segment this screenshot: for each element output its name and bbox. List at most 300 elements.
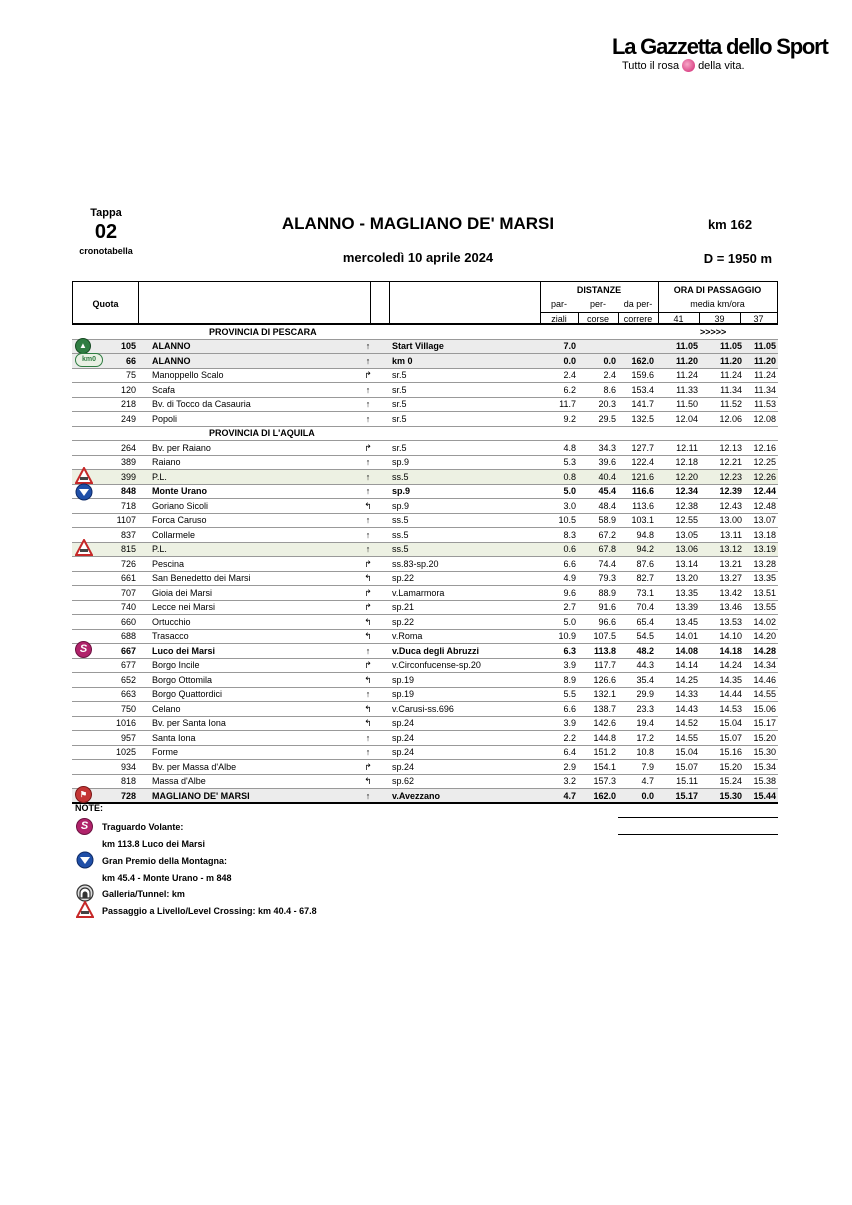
tagline-part-2: della vita.	[698, 59, 745, 72]
cell-loc: Borgo Incile	[152, 660, 200, 670]
cell-q: 399	[120, 471, 136, 482]
cell-road: sr.5	[392, 370, 407, 380]
notes-title: NOTE:	[75, 803, 103, 813]
cell-p: 3.9	[563, 718, 576, 728]
table-row	[72, 412, 778, 427]
cell-q: 707	[120, 587, 136, 598]
province-pescara: PROVINCIA DI PESCARA	[209, 326, 317, 337]
cell-p: 11.7	[559, 399, 576, 409]
cell-d: ↑	[365, 457, 371, 467]
table-row	[72, 528, 778, 543]
cell-pc: 79.3	[598, 573, 616, 583]
cell-d: ↑	[365, 384, 371, 395]
cell-t37: 13.18	[753, 529, 776, 540]
cell-t39: 12.21	[719, 457, 742, 467]
table-row	[72, 586, 778, 601]
cell-t39: 13.53	[719, 616, 742, 627]
cell-p: 2.9	[563, 761, 576, 772]
cell-t37: 13.19	[753, 544, 776, 554]
cell-pc: 88.9	[598, 587, 616, 598]
cell-p: 4.8	[563, 442, 576, 453]
cell-pc: 91.6	[598, 602, 616, 612]
cell-road: v.Circonfucense-sp.20	[392, 660, 481, 670]
cell-p: 3.2	[563, 776, 576, 786]
cell-pc: 154.1	[593, 761, 616, 772]
cell-q: 718	[120, 500, 136, 511]
cell-pc: 58.9	[598, 515, 616, 525]
tunnel-icon	[76, 884, 94, 902]
cell-loc: Bv. per Santa Iona	[152, 718, 226, 728]
cell-t39: 12.13	[719, 442, 742, 453]
cell-t41: 15.07	[675, 761, 698, 772]
cell-dp: 0.0	[641, 790, 654, 801]
cell-loc: Popoli	[152, 413, 178, 424]
cell-road: ss.5	[392, 471, 409, 482]
cell-pc: 74.4	[598, 558, 616, 569]
province-laquila: PROVINCIA DI L'AQUILA	[209, 428, 315, 438]
mountain-prize-icon	[75, 483, 93, 501]
cell-road: sp.24	[392, 747, 415, 757]
cell-road: sp.22	[392, 616, 415, 627]
cell-d: ↑	[365, 790, 371, 801]
cell-t39: 13.42	[719, 587, 742, 598]
cell-d: ↰	[364, 631, 372, 641]
cell-t41: 14.55	[675, 732, 698, 743]
cell-pc: 117.7	[594, 660, 616, 670]
cell-t37: 14.46	[753, 674, 776, 685]
cell-p: 6.2	[563, 384, 576, 395]
cell-t37: 13.07	[753, 515, 776, 525]
percorse-header-b: corse	[586, 314, 609, 324]
cell-pc: 151.2	[593, 747, 616, 757]
table-row	[72, 746, 778, 761]
cell-t37: 13.28	[753, 558, 776, 569]
cell-t37: 11.05	[753, 341, 776, 351]
cell-p: 9.6	[563, 587, 576, 598]
cell-pc: 113.8	[593, 645, 616, 656]
cell-dp: 94.8	[636, 529, 654, 540]
cell-dp: 127.7	[631, 442, 654, 453]
cell-t39: 13.21	[719, 558, 742, 569]
table-header	[72, 281, 778, 325]
cell-d: ↑	[365, 413, 371, 424]
cell-q: 249	[120, 413, 136, 424]
cell-road: sp.9	[392, 500, 410, 511]
cell-p: 5.0	[563, 616, 576, 627]
cell-t41: 11.20	[675, 355, 698, 366]
cell-dp: 65.4	[636, 616, 654, 627]
cell-loc: Santa Iona	[152, 732, 196, 743]
cell-q: 661	[120, 573, 136, 583]
cell-pc: 39.6	[598, 457, 616, 467]
table-row	[72, 441, 778, 456]
cell-road: sp.24	[392, 732, 415, 743]
cell-t41: 14.01	[675, 631, 698, 641]
cell-pc: 138.7	[593, 703, 616, 714]
cell-p: 5.3	[563, 457, 576, 467]
cell-p: 6.6	[563, 703, 576, 714]
cell-loc: Massa d'Albe	[152, 776, 206, 786]
cell-p: 8.9	[563, 674, 576, 685]
cell-t39: 13.12	[719, 544, 742, 554]
cell-pc: 2.4	[603, 370, 616, 380]
cell-p: 2.7	[563, 602, 576, 612]
cell-dp: 35.4	[636, 674, 654, 685]
cell-dp: 10.8	[636, 747, 654, 757]
cell-dp: 113.6	[632, 500, 654, 511]
cell-p: 2.2	[563, 732, 576, 743]
cell-q: 663	[120, 689, 136, 699]
cell-t41: 12.34	[675, 486, 698, 496]
cell-q: 660	[120, 616, 136, 627]
signature-line	[618, 834, 778, 835]
cell-dp: 121.6	[631, 471, 654, 482]
cell-d: ↑	[365, 544, 371, 554]
cell-loc: Manoppello Scalo	[152, 370, 224, 380]
table-row	[72, 543, 778, 558]
cell-t41: 13.06	[675, 544, 698, 554]
cell-t37: 14.28	[753, 645, 776, 656]
cell-pc: 142.6	[593, 718, 616, 728]
cell-p: 10.5	[558, 515, 576, 525]
cell-p: 9.2	[563, 413, 576, 424]
cell-dp: 153.4	[631, 384, 654, 395]
cell-pc: 67.8	[598, 544, 616, 554]
cell-q: 837	[120, 529, 136, 540]
cell-t37: 14.55	[753, 689, 776, 699]
cell-pc: 96.6	[598, 616, 616, 627]
cell-d: ↱	[364, 587, 372, 598]
table-row	[72, 499, 778, 514]
cell-t37: 11.20	[753, 355, 776, 366]
cell-t37: 14.34	[753, 660, 776, 670]
cell-p: 0.0	[563, 355, 576, 366]
cell-t41: 14.08	[675, 645, 698, 656]
cell-t41: 12.55	[675, 515, 698, 525]
table-row	[72, 485, 778, 500]
logo-tagline	[622, 59, 772, 72]
table-row	[72, 789, 778, 804]
note-crossing: Passaggio a Livello/Level Crossing: km 40.4 - 67.8	[102, 906, 317, 916]
cell-loc: P.L.	[152, 544, 167, 554]
cell-t37: 11.34	[754, 384, 776, 395]
cell-q: 218	[120, 399, 136, 409]
cell-q: 740	[120, 602, 136, 612]
cell-t39: 13.27	[719, 573, 742, 583]
cell-p: 5.5	[563, 689, 576, 699]
cell-d: ↰	[364, 674, 372, 685]
cell-dp: 82.7	[636, 573, 654, 583]
cell-t39: 15.04	[719, 718, 742, 728]
cell-p: 5.0	[563, 486, 576, 496]
cell-t37: 15.38	[753, 776, 776, 786]
cell-dp: 162.0	[631, 355, 654, 366]
stage-distance: km 162	[707, 217, 753, 232]
speed-41-header: 41	[673, 314, 684, 324]
cell-loc: Bv. per Raiano	[152, 442, 211, 453]
cell-dp: 103.1	[631, 515, 654, 525]
cell-loc: Celano	[152, 703, 181, 714]
cell-road: v.Avezzano	[392, 790, 441, 801]
cell-t37: 12.25	[753, 457, 776, 467]
cell-p: 7.0	[563, 341, 576, 351]
cell-t41: 13.45	[675, 616, 698, 627]
table-row	[72, 456, 778, 471]
cell-t41: 12.04	[675, 413, 698, 424]
tagline-part-1: Tutto il rosa	[622, 59, 680, 72]
cell-q: 848	[120, 486, 136, 496]
cell-d: ↑	[365, 645, 371, 656]
cell-q: 726	[120, 558, 136, 569]
cell-t41: 15.04	[675, 747, 698, 757]
cell-t37: 15.44	[753, 790, 776, 801]
cell-p: 3.0	[563, 500, 576, 511]
cell-q: 957	[120, 732, 136, 743]
cell-t39: 14.10	[719, 631, 742, 641]
cell-t37: 13.51	[753, 587, 776, 598]
cell-pc: 20.3	[598, 399, 616, 409]
cell-t37: 12.48	[753, 500, 776, 511]
cell-t41: 13.35	[675, 587, 698, 598]
rosa-ball-icon	[682, 59, 695, 72]
cell-road: v.Carusi-ss.696	[392, 703, 454, 714]
cell-d: ↱	[364, 660, 372, 670]
cell-loc: P.L.	[152, 471, 167, 482]
parziali-header-b: ziali	[551, 314, 567, 324]
cell-road: ss.83-sp.20	[392, 558, 439, 569]
cell-t41: 13.39	[675, 602, 698, 612]
cell-p: 4.7	[563, 790, 576, 801]
cell-road: v.Duca degli Abruzzi	[392, 645, 480, 656]
cell-d: ↑	[365, 341, 371, 351]
cell-dp: 159.6	[631, 370, 654, 380]
cell-q: 688	[120, 631, 136, 641]
cell-pc: 45.4	[598, 486, 616, 496]
cell-q: 1016	[115, 718, 136, 728]
table-row	[72, 514, 778, 529]
cell-q: 264	[120, 442, 136, 453]
level-crossing-icon	[76, 901, 94, 918]
cell-t39: 14.44	[719, 689, 742, 699]
cell-road: sr.5	[392, 399, 407, 409]
cell-t39: 11.52	[720, 399, 742, 409]
table-row	[72, 717, 778, 732]
cell-loc: Forme	[152, 747, 179, 757]
table-row	[72, 383, 778, 398]
cell-loc: MAGLIANO DE' MARSI	[152, 790, 250, 801]
cell-t39: 15.16	[719, 747, 742, 757]
cell-t39: 11.34	[720, 384, 742, 395]
cell-t37: 12.16	[753, 442, 776, 453]
cell-t41: 12.20	[675, 471, 698, 482]
cell-dp: 48.2	[636, 645, 654, 656]
speed-39-header: 39	[714, 314, 725, 324]
cell-road: v.Lamarmora	[392, 587, 445, 598]
cell-road: v.Roma	[392, 631, 423, 641]
cell-road: ss.5	[392, 529, 409, 540]
cell-t37: 11.24	[754, 370, 776, 380]
cell-d: ↱	[364, 558, 372, 569]
table-row	[72, 470, 778, 485]
cell-d: ↱	[364, 602, 372, 612]
cell-loc: Luco dei Marsi	[152, 645, 216, 656]
finish-icon: ⚑	[75, 786, 92, 803]
cell-p: 6.3	[563, 645, 576, 656]
cell-loc: Goriano Sicoli	[152, 500, 209, 511]
cell-q: 934	[120, 761, 136, 772]
cell-loc: Ortucchio	[152, 616, 191, 627]
cell-d: ↰	[364, 573, 372, 583]
cell-dp: 132.5	[631, 413, 654, 424]
cell-d: ↰	[364, 776, 372, 786]
table-row	[72, 572, 778, 587]
cell-dp: 44.3	[636, 660, 654, 670]
cell-q: 815	[120, 544, 136, 554]
cell-loc: Monte Urano	[152, 486, 207, 496]
cell-t37: 15.34	[753, 761, 776, 772]
cell-p: 6.6	[563, 558, 576, 569]
cell-t39: 12.43	[719, 500, 742, 511]
cell-t37: 15.20	[753, 732, 776, 743]
cell-t39: 15.24	[719, 776, 742, 786]
quota-header: Quota	[92, 299, 119, 309]
ora-header: ORA DI PASSAGGIO	[673, 285, 762, 295]
media-header: media km/ora	[690, 299, 745, 309]
cell-pc: 162.0	[593, 790, 616, 801]
cell-d: ↰	[364, 500, 372, 511]
cell-t37: 12.26	[753, 471, 776, 482]
distanze-header: DISTANZE	[576, 285, 622, 295]
logo-wordmark: La Gazzetta dello Sport	[612, 34, 828, 59]
cell-p: 6.4	[563, 747, 576, 757]
cell-t41: 11.50	[676, 399, 698, 409]
cell-d: ↑	[365, 471, 371, 482]
cell-pc: 126.6	[593, 674, 616, 685]
table-row	[72, 659, 778, 674]
table-row	[72, 673, 778, 688]
note-gpm-detail: km 45.4 - Monte Urano - m 848	[102, 873, 232, 883]
cell-t41: 15.11	[676, 776, 698, 786]
cell-p: 2.4	[563, 370, 576, 380]
cell-t41: 11.05	[675, 341, 698, 351]
note-sprint-detail: km 113.8 Luco dei Marsi	[102, 839, 206, 849]
cell-t39: 13.00	[719, 515, 742, 525]
cell-t41: 13.05	[675, 529, 698, 540]
cell-q: 667	[120, 645, 136, 656]
cell-loc: Gioia dei Marsi	[152, 587, 213, 598]
cell-t39: 11.20	[719, 355, 742, 366]
cell-p: 0.8	[563, 471, 576, 482]
cell-q: 677	[120, 660, 136, 670]
cell-t39: 14.18	[719, 645, 742, 656]
cell-t37: 15.30	[753, 747, 776, 757]
table-row	[72, 398, 778, 413]
cell-d: ↑	[365, 529, 371, 540]
cell-p: 10.9	[558, 631, 576, 641]
cell-q: 818	[120, 776, 136, 786]
cell-q: 750	[120, 703, 136, 714]
intermediate-sprint-icon: S	[76, 818, 93, 835]
cell-dp: 141.7	[631, 399, 654, 409]
cell-road: sr.5	[392, 384, 407, 395]
cell-t39: 15.30	[719, 790, 742, 801]
cell-t39: 14.24	[719, 660, 742, 670]
cell-dp: 7.9	[641, 761, 654, 772]
level-crossing-icon	[75, 467, 93, 484]
cell-loc: Raiano	[152, 457, 181, 467]
cell-road: sr.5	[392, 413, 407, 424]
cell-road: ss.5	[392, 544, 409, 554]
cell-t41: 13.20	[675, 573, 698, 583]
percorse-header-a: per-	[589, 299, 606, 309]
cell-q: 1025	[115, 747, 136, 757]
cell-loc: Bv. di Tocco da Casauria	[152, 399, 251, 409]
cell-d: ↰	[364, 718, 372, 728]
dapercorrere-header-a: da per-	[623, 299, 653, 309]
cell-t37: 12.44	[753, 486, 776, 496]
cell-loc: Collarmele	[152, 529, 196, 540]
km0-icon: km0	[75, 353, 103, 367]
table-row	[72, 340, 778, 355]
cell-t37: 15.06	[753, 703, 776, 714]
cell-t41: 11.24	[676, 370, 698, 380]
cell-loc: Borgo Quattordici	[152, 689, 223, 699]
cell-q: 66	[125, 355, 136, 366]
cell-pc: 8.6	[603, 384, 616, 395]
cell-t41: 12.11	[676, 442, 698, 453]
cell-t37: 14.20	[753, 631, 776, 641]
table-row	[72, 369, 778, 384]
cell-loc: San Benedetto dei Marsi	[152, 573, 251, 583]
cell-road: sp.24	[392, 718, 415, 728]
cell-dp: 122.4	[631, 457, 654, 467]
stage-date: mercoledì 10 aprile 2024	[342, 250, 494, 265]
cell-dp: 70.4	[636, 602, 654, 612]
cell-d: ↑	[365, 747, 371, 757]
cell-t37: 15.17	[753, 718, 776, 728]
cell-t41: 14.14	[675, 660, 698, 670]
level-crossing-icon	[75, 539, 93, 556]
cell-t39: 15.07	[719, 732, 742, 743]
cell-t39: 11.05	[719, 341, 742, 351]
cell-d: ↑	[365, 355, 371, 366]
table-row	[72, 731, 778, 746]
speed-37-header: 37	[753, 314, 764, 324]
cell-p: 0.6	[563, 544, 576, 554]
cell-q: 120	[120, 384, 136, 395]
cell-loc: Bv. per Massa d'Albe	[152, 761, 237, 772]
cell-loc: Borgo Ottomila	[152, 674, 213, 685]
cell-pc: 107.5	[593, 631, 616, 641]
cell-pc: 0.0	[603, 355, 616, 366]
cell-t41: 12.38	[675, 500, 698, 511]
route-table	[72, 325, 778, 804]
cell-road: sp.62	[392, 776, 415, 786]
cell-t41: 13.14	[675, 558, 698, 569]
cell-road: ss.5	[392, 515, 409, 525]
cell-road: sp.19	[392, 689, 415, 699]
cell-dp: 19.4	[636, 718, 654, 728]
cell-t39: 14.35	[719, 674, 742, 685]
cell-pc: 40.4	[598, 471, 616, 482]
table-row	[72, 630, 778, 645]
cell-dp: 116.6	[631, 486, 654, 496]
table-row	[72, 760, 778, 775]
cell-t37: 11.53	[754, 399, 776, 409]
cell-d: ↑	[365, 399, 371, 409]
parziali-header-a: par-	[550, 299, 567, 309]
cell-dp: 87.6	[636, 558, 654, 569]
